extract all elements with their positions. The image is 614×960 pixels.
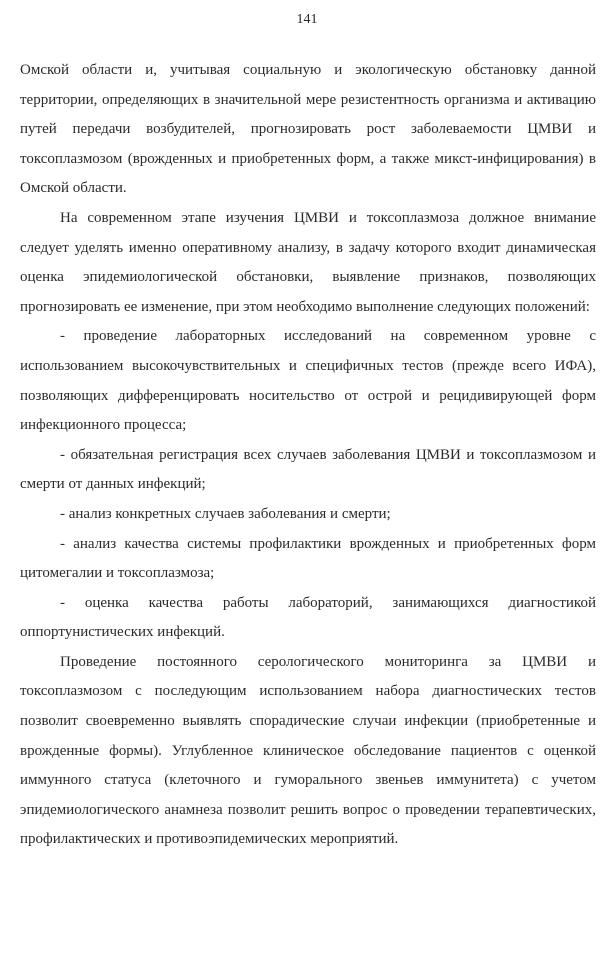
list-item-registration: - обязательная регистрация всех случаев заболевания ЦМВИ и токсоплазмозом и смерти от данных инфекций; [20,446,596,493]
paragraph-monitoring: Проведение постоянного серологического мониторинга за ЦМВИ и токсоплазмозом с последующим использованием набора диагностических тестов позволит своевременно выявлять спорадические случаи инфекции (приобретенные и врожденные формы). Углубленное клиническое обследование пациентов с оценкой иммунного статуса (клеточного и гуморального звеньев иммунитета) с учетом эпидемиологического анамнеза позволит решить вопрос о проведении терапевтических, профилактических и противоэпидемических мероприятий. [20,653,596,848]
list-item-case-analysis: - анализ конкретных случаев заболевания и смерти; [60,505,391,522]
list-item-lab-research: - проведение лабораторных исследований на современном уровне с использованием высокочувствительных и специфичных тестов (прежде всего ИФА), позволяющих дифференцировать носительство от острой и рецидивирующей форм инфекционного процесса; [20,328,596,434]
list-item-prevention-quality: - анализ качества системы профилактики врожденных и приобретенных форм цитомегалии и токсоплазмоза; [20,535,596,582]
paragraph-intro-continuation: Омской области и, учитывая социальную и экологическую обстановку данной территории, определяющих в значительной мере резистентность организма и активацию путей передачи возбудителей, прогнозировать рост заболеваемости ЦМВИ и токсоплазмозом (врожденных и приобретенных форм, а также микст-инфицирования) в Омской области. [20,62,596,197]
body-text [20,56,596,855]
page-number: 141 [296,12,318,27]
paragraph-operative-analysis: На современном этапе изучения ЦМВИ и токсоплазмоза должное внимание следует уделять именно оперативному анализу, в задачу которого входит динамическая оценка эпидемиологической обстановки, выявление признаков, позволяющих прогнозировать ее изменение, при этом необходимо выполнение следующих положений: [20,209,596,315]
list-item-lab-quality: - оценка качества работы лабораторий, занимающихся диагностикой оппортунистических инфекций. [20,594,596,641]
